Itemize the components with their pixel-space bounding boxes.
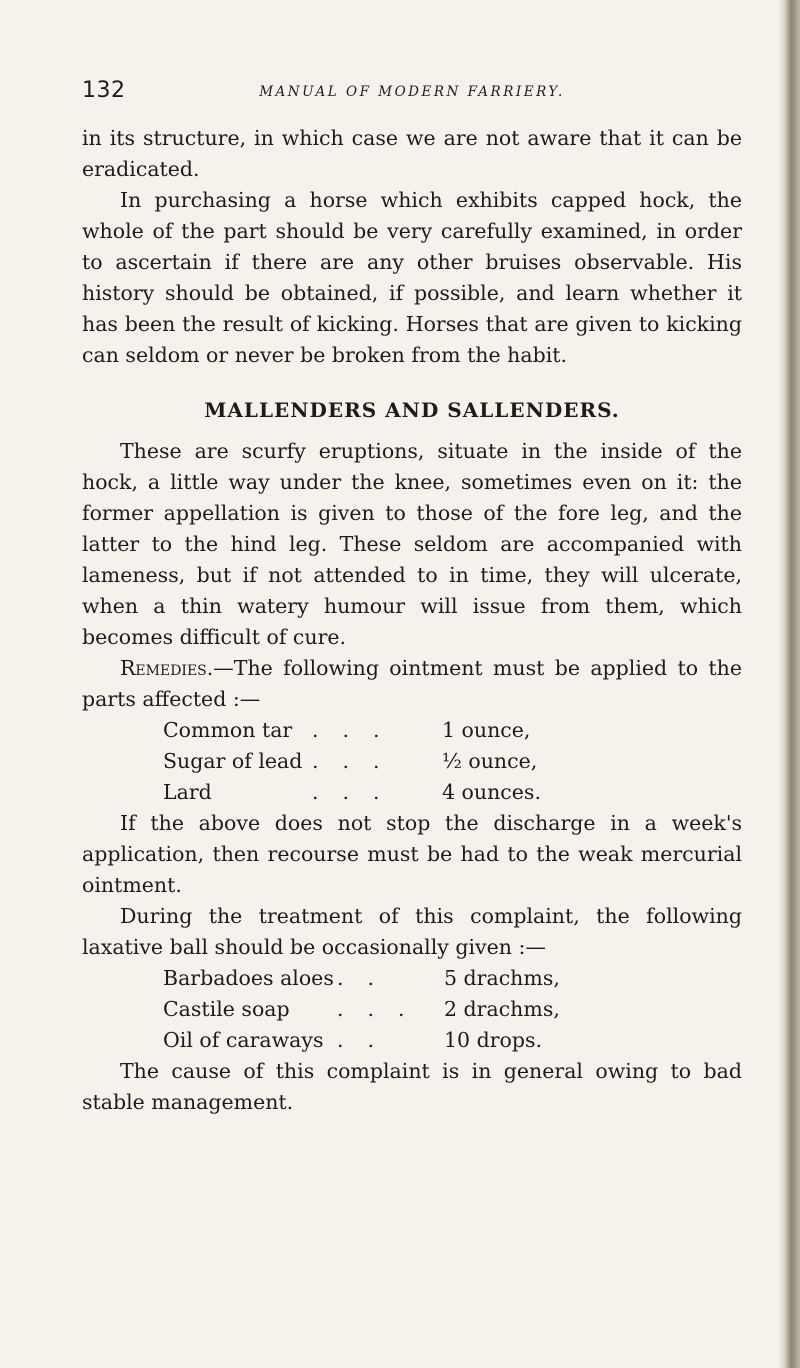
ingredient-quantity: ½ ounce, <box>442 749 538 773</box>
leader-dots: ... <box>312 718 404 742</box>
leader-dots: ... <box>312 749 404 773</box>
ingredient-name: Barbadoes aloes <box>163 966 334 990</box>
leader-dots: .. <box>337 966 399 990</box>
page-header <box>82 78 742 108</box>
leader-dots: ... <box>337 997 429 1021</box>
page-body <box>82 123 742 1118</box>
laxative-recipe <box>82 963 742 1056</box>
paragraph-capped-hock: In purchasing a horse which exhibits capped hock, the whole of the part should be very carefully examined, in order to ascertain if there are any other bruises observable. His history should be obtained, if possible, and learn whether it has been the result of kicking. Horses that are given to kicking can seldom or never be broken from the habit. <box>82 188 742 367</box>
paragraph-cause: The cause of this complaint is in general owing to bad stable management. <box>82 1059 742 1114</box>
ingredient-quantity: 4 ounces. <box>442 780 541 804</box>
remedies-label: Remedies. <box>120 656 214 680</box>
ingredient-quantity: 1 ounce, <box>442 718 531 742</box>
ingredient-quantity: 5 drachms, <box>444 966 560 990</box>
leader-dots: .. <box>337 1028 399 1052</box>
leader-dots: ... <box>312 780 404 804</box>
ingredient-name: Common tar <box>163 718 293 742</box>
paragraph-discharge: If the above does not stop the discharge in a week's application, then recourse must be had to the weak mercurial ointment. <box>82 811 742 897</box>
paragraph-description: These are scurfy eruptions, situate in the inside of the hock, a little way under the knee, sometimes even on it: the former appellation is given to those of the fore leg, and the latter to the hind leg. These seldom are accompanied with lameness, but if not attended to in time, they will ulcerate, when a thin watery humour will issue from them, which becomes difficult of cure. <box>82 439 742 649</box>
recipe-row <box>82 777 742 808</box>
page-number: 132 <box>82 78 126 103</box>
ingredient-quantity: 10 drops. <box>444 1028 543 1052</box>
ointment-recipe <box>82 715 742 808</box>
ingredient-quantity: 2 drachms, <box>444 997 560 1021</box>
ingredient-name: Castile soap <box>163 997 290 1021</box>
recipe-row <box>82 1025 742 1056</box>
ingredient-name: Sugar of lead <box>163 749 303 773</box>
running-title: MANUAL OF MODERN FARRIERY. <box>259 84 565 100</box>
recipe-row <box>82 746 742 777</box>
paragraph-continuation: in its structure, in which case we are not aware that it can be eradicated. <box>82 126 742 181</box>
paragraph-treatment: During the treatment of this complaint, the following laxative ball should be occasionally given :— <box>82 904 742 959</box>
page-edge-shadow <box>778 0 800 1368</box>
recipe-row <box>82 715 742 746</box>
recipe-row <box>82 963 742 994</box>
remedies-text: —The following ointment must be applied to the parts affected :— <box>82 656 742 711</box>
recipe-row <box>82 994 742 1025</box>
paragraph-remedies <box>82 653 742 715</box>
section-heading: MALLENDERS AND SALLENDERS. <box>204 398 620 422</box>
ingredient-name: Oil of caraways <box>163 1028 324 1052</box>
ingredient-name: Lard <box>163 780 212 804</box>
